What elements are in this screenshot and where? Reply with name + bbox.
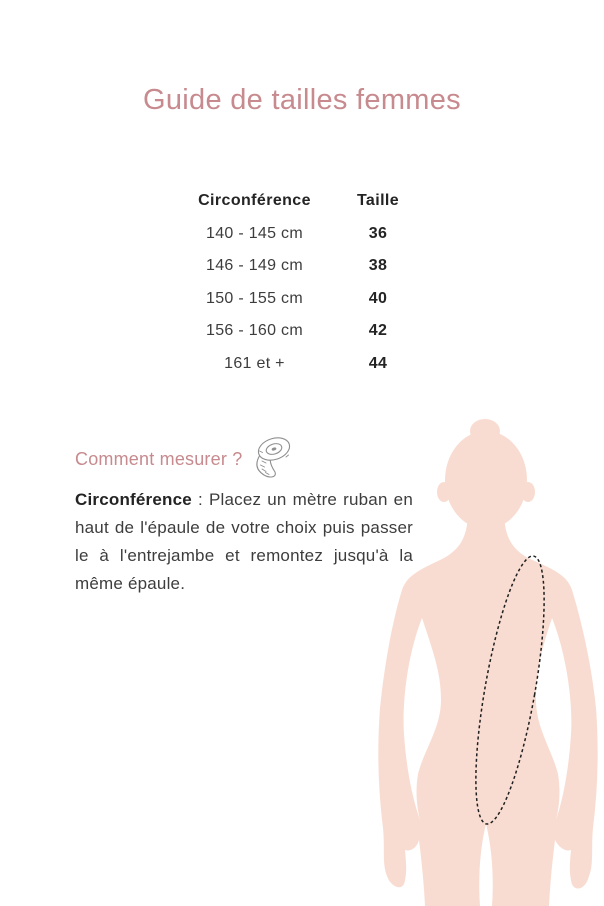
table-cell-size: 44: [368, 354, 388, 372]
page-title: Guide de tailles femmes: [143, 84, 461, 116]
column-header-size: Taille: [356, 192, 400, 210]
table-cell-circumference: 146 - 149 cm: [206, 257, 303, 275]
table-cell-size: 42: [368, 322, 388, 340]
table-cell-size: 38: [368, 257, 388, 275]
table-cell-circumference: 140 - 145 cm: [206, 224, 303, 242]
table-cell-size: 36: [368, 224, 388, 242]
table-cell-circumference: 150 - 155 cm: [206, 289, 303, 307]
column-header-circumference: Circonférence: [198, 192, 311, 210]
table-cell-circumference: 161 et +: [224, 354, 285, 372]
size-table: [182, 185, 423, 380]
table-cell-circumference: 156 - 160 cm: [206, 322, 303, 340]
measuring-tape-icon: [250, 434, 296, 480]
measure-term: Circonférence: [75, 490, 192, 509]
woman-silhouette: [374, 416, 604, 906]
table-cell-size: 40: [368, 289, 388, 307]
measure-instructions-text: : Placez un mètre ruban en haut de l'épaule de votre choix puis passer le à l'entrejambe et remontez jusqu'à la même épaule.: [75, 490, 413, 593]
silhouette-body: [378, 510, 597, 906]
how-to-measure-heading: Comment mesurer ?: [75, 449, 243, 469]
measure-instructions: [75, 486, 413, 598]
